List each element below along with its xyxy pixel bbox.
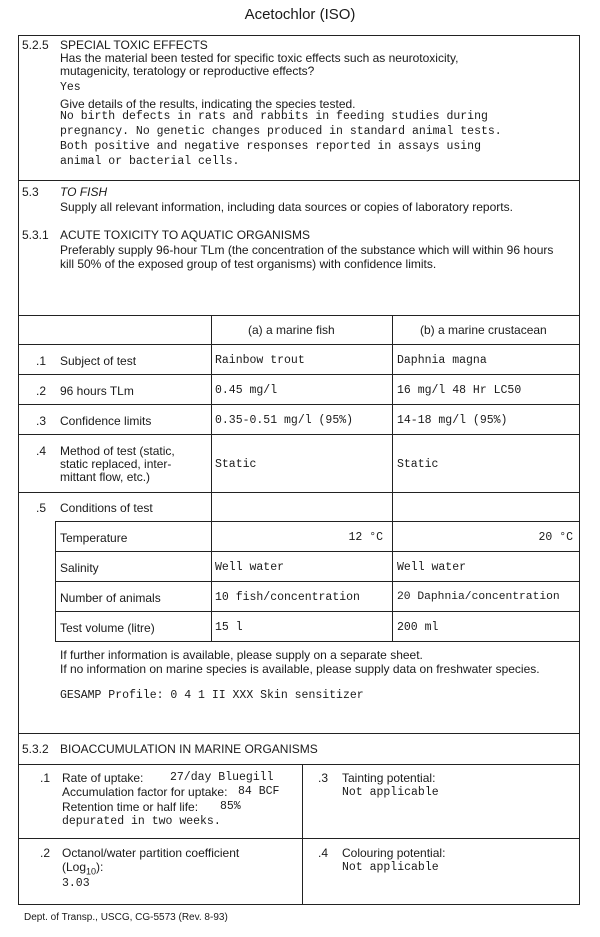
section-number: 5.3 bbox=[22, 185, 39, 199]
partition-label: ): bbox=[96, 860, 104, 874]
row-label: Confidence limits bbox=[60, 414, 152, 428]
partition-value: 3.03 bbox=[62, 877, 90, 890]
cell-b: 20 °C bbox=[538, 531, 573, 544]
rate-value: 27/day Bluegill bbox=[170, 771, 274, 784]
row-label: 96 hours TLm bbox=[60, 384, 134, 398]
tainting-value: Not applicable bbox=[342, 786, 439, 799]
section-heading: SPECIAL TOXIC EFFECTS bbox=[60, 38, 208, 52]
table-border bbox=[392, 315, 393, 641]
form-footer: Dept. of Transp., USCG, CG-5573 (Rev. 8-93) bbox=[24, 912, 228, 923]
note-text: If no information on marine species is available, please supply data on freshwater species. bbox=[60, 662, 540, 676]
page-title: Acetochlor (ISO) bbox=[244, 6, 356, 23]
row-number: .1 bbox=[36, 354, 47, 368]
row-label: static replaced, inter- bbox=[60, 457, 172, 471]
section-number: 5.2.5 bbox=[22, 38, 49, 52]
gesamp-profile: GESAMP Profile: 0 4 1 II XXX Skin sensitizer bbox=[60, 689, 364, 702]
cell-a: Rainbow trout bbox=[215, 354, 305, 367]
row-label: Method of test (static, bbox=[60, 444, 175, 458]
retention-value: 85% bbox=[220, 800, 241, 813]
details-line: animal or bacterial cells. bbox=[60, 155, 240, 168]
section-text: Preferably supply 96-hour TLm (the concentration of the substance which will within 96 hours bbox=[60, 243, 554, 257]
section-text: kill 50% of the exposed group of test organisms) with confidence limits. bbox=[60, 257, 437, 271]
cell-a: 12 °C bbox=[348, 531, 383, 544]
details-line: pregnancy. No genetic changes produced in standard animal tests. bbox=[60, 125, 502, 138]
table-border bbox=[211, 315, 212, 641]
cell-a: 15 l bbox=[215, 621, 243, 634]
row-label: mittant flow, etc.) bbox=[60, 470, 151, 484]
table-border bbox=[55, 521, 56, 641]
row-label: Conditions of test bbox=[60, 501, 153, 515]
section-text: Supply all relevant information, including data sources or copies of laboratory reports. bbox=[60, 200, 513, 214]
colouring-label: Colouring potential: bbox=[342, 846, 446, 860]
retention-value: depurated in two weeks. bbox=[62, 815, 221, 828]
divider bbox=[18, 764, 580, 765]
cell-b: Static bbox=[397, 458, 439, 471]
row-number: .5 bbox=[36, 501, 47, 515]
colouring-value: Not applicable bbox=[342, 861, 439, 874]
table-border bbox=[18, 492, 580, 493]
retention-label: Retention time or half life: bbox=[62, 800, 199, 814]
partition-subscript: 10 bbox=[86, 866, 97, 877]
accumulation-label: Accumulation factor for uptake: bbox=[62, 785, 228, 799]
cell-a: 0.45 mg/l bbox=[215, 384, 278, 397]
table-border bbox=[18, 374, 580, 375]
note-text: If further information is available, please supply on a separate sheet. bbox=[60, 648, 423, 662]
item-number: .2 bbox=[40, 846, 51, 860]
table-border bbox=[55, 581, 580, 582]
rate-label: Rate of uptake: bbox=[62, 771, 144, 785]
details-line: No birth defects in rats and rabbits in feeding studies during bbox=[60, 110, 488, 123]
cell-a: 10 fish/concentration bbox=[215, 591, 360, 604]
details-line: Both positive and negative responses reported in assays using bbox=[60, 140, 481, 153]
cell-b: Well water bbox=[397, 561, 467, 574]
table-border bbox=[18, 434, 580, 435]
partition-label: Octanol/water partition coefficient bbox=[62, 846, 240, 860]
condition-label: Temperature bbox=[60, 531, 128, 545]
table-border bbox=[55, 641, 580, 642]
section-number: 5.3.2 bbox=[22, 742, 49, 756]
cell-a: Static bbox=[215, 458, 257, 471]
question-text: Has the material been tested for specific toxic effects such as neurotoxicity, bbox=[60, 51, 459, 65]
section-heading: TO FISH bbox=[60, 185, 108, 199]
tainting-label: Tainting potential: bbox=[342, 771, 436, 785]
item-number: .3 bbox=[318, 771, 329, 785]
section-heading: BIOACCUMULATION IN MARINE ORGANISMS bbox=[60, 742, 318, 756]
item-number: .4 bbox=[318, 846, 329, 860]
cell-b: Daphnia magna bbox=[397, 354, 487, 367]
row-number: .4 bbox=[36, 444, 47, 458]
table-border bbox=[55, 611, 580, 612]
divider bbox=[18, 733, 580, 734]
row-label: Subject of test bbox=[60, 354, 137, 368]
section-heading: ACUTE TOXICITY TO AQUATIC ORGANISMS bbox=[60, 228, 311, 242]
cell-b: 16 mg/l 48 Hr LC50 bbox=[397, 384, 522, 397]
row-number: .2 bbox=[36, 384, 47, 398]
column-header-a: (a) a marine fish bbox=[248, 323, 335, 337]
section-number: 5.3.1 bbox=[22, 228, 49, 242]
divider bbox=[18, 838, 580, 839]
cell-b: 20 Daphnia/concentration bbox=[397, 591, 560, 603]
accumulation-value: 84 BCF bbox=[238, 785, 280, 798]
condition-label: Salinity bbox=[60, 561, 99, 575]
cell-b: 14-18 mg/l (95%) bbox=[397, 414, 508, 427]
row-number: .3 bbox=[36, 414, 47, 428]
condition-label: Number of animals bbox=[60, 591, 161, 605]
table-border bbox=[55, 521, 580, 522]
divider bbox=[18, 180, 580, 181]
answer-value: Yes bbox=[60, 81, 81, 94]
divider bbox=[302, 764, 303, 905]
item-number: .1 bbox=[40, 771, 51, 785]
table-border bbox=[18, 404, 580, 405]
cell-a: Well water bbox=[215, 561, 285, 574]
details-prompt: Give details of the results, indicating the species tested. bbox=[60, 97, 356, 111]
table-border bbox=[18, 315, 580, 316]
table-border bbox=[18, 344, 580, 345]
condition-label: Test volume (litre) bbox=[60, 621, 155, 635]
partition-label bbox=[62, 860, 103, 876]
cell-a: 0.35-0.51 mg/l (95%) bbox=[215, 414, 354, 427]
cell-b: 200 ml bbox=[397, 621, 439, 634]
partition-label: (Log bbox=[62, 860, 87, 874]
question-text: mutagenicity, teratology or reproductive effects? bbox=[60, 64, 315, 78]
table-border bbox=[55, 551, 580, 552]
column-header-b: (b) a marine crustacean bbox=[420, 323, 547, 337]
